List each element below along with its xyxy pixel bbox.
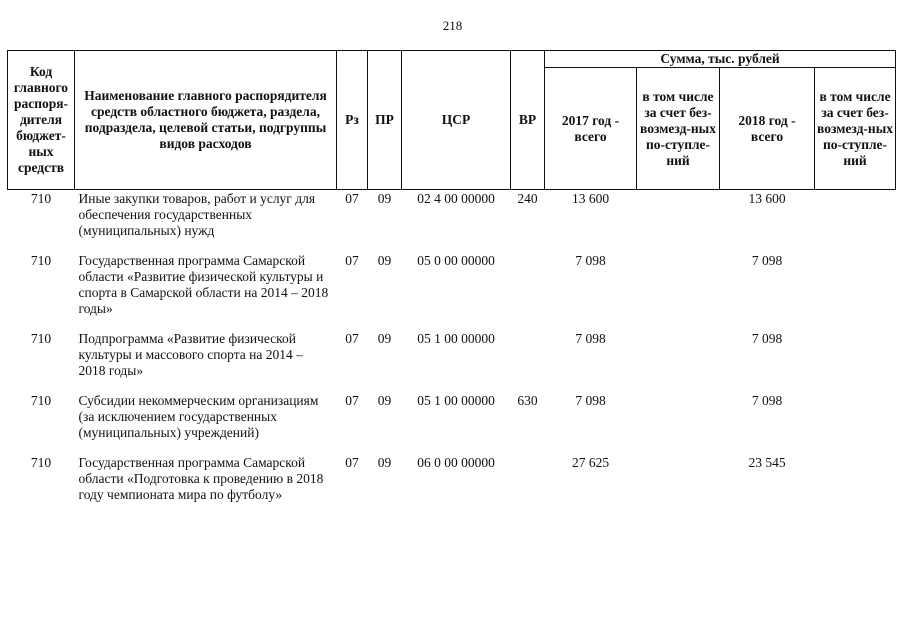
row-rz: 07 (345, 455, 359, 470)
row-2018-free (815, 253, 896, 331)
row-2017-free (637, 190, 720, 254)
row-code: 710 (30, 253, 52, 268)
header-csr: ЦСР (402, 51, 511, 190)
row-vr: 240 (517, 191, 538, 206)
budget-table (7, 50, 896, 517)
row-2018-total: 7 098 (751, 393, 783, 408)
row-pr: 09 (377, 455, 392, 470)
header-2017-total: 2017 год - всего (545, 68, 637, 190)
row-code: 710 (30, 393, 52, 408)
row-name: Подпрограмма «Развитие физической культуры и массового спорта на 2014 – 2018 годы» (78, 331, 303, 378)
row-2017-free (637, 455, 720, 517)
row-rz: 07 (345, 331, 359, 346)
row-2018-total: 7 098 (751, 253, 783, 268)
table-row (8, 393, 896, 455)
row-csr: 02 4 00 00000 (417, 191, 495, 206)
row-code: 710 (30, 331, 52, 346)
table-body (8, 190, 896, 518)
row-2017-free (637, 393, 720, 455)
row-csr: 05 0 00 00000 (417, 253, 495, 268)
table-row (8, 190, 896, 254)
row-name: Иные закупки товаров, работ и услуг для обеспечения государственных (муниципальных) нужд (78, 191, 316, 238)
table-row (8, 253, 896, 331)
row-name: Государственная программа Самарской области «Подготовка к проведению в 2018 году чемпионата мира по футболу» (78, 455, 324, 502)
header-pr: ПР (368, 51, 402, 190)
row-2018-total: 7 098 (751, 331, 783, 346)
table-row (8, 331, 896, 393)
row-2017-free (637, 253, 720, 331)
row-2017-total: 13 600 (571, 191, 610, 206)
header-2018-free: в том числе за счет без-возмезд-ных по-ступле-ний (815, 68, 896, 190)
row-name: Государственная программа Самарской области «Развитие физической культуры и спорта в Самарской области на 2014 – 2018 годы» (78, 253, 329, 316)
row-pr: 09 (377, 331, 392, 346)
row-pr: 09 (377, 253, 392, 268)
row-rz: 07 (345, 393, 359, 408)
row-vr (511, 331, 545, 393)
header-2017-free: в том числе за счет без-возмезд-ных по-ступле-ний (637, 68, 720, 190)
row-2017-free (637, 331, 720, 393)
row-2017-total: 7 098 (575, 393, 606, 408)
row-code: 710 (30, 191, 52, 206)
row-vr (511, 253, 545, 331)
row-2018-total: 23 545 (748, 455, 786, 470)
page-number: 218 (442, 18, 463, 33)
row-2017-total: 7 098 (575, 253, 606, 268)
header-name: Наименование главного распорядителя средств областного бюджета, раздела, подраздела, целевой статьи, подгруппы видов расходов (75, 51, 337, 190)
row-csr: 05 1 00 00000 (417, 331, 495, 346)
row-2018-free (815, 190, 896, 254)
row-code: 710 (30, 455, 52, 470)
row-2018-free (815, 393, 896, 455)
row-rz: 07 (345, 253, 359, 268)
row-name: Субсидии некоммерческим организациям (за исключением государственных (муниципальных) учреждений) (78, 393, 319, 440)
header-2018-total: 2018 год - всего (720, 68, 815, 190)
row-pr: 09 (377, 393, 392, 408)
row-vr: 630 (517, 393, 538, 408)
header-vr: ВР (511, 51, 545, 190)
header-rz: Рз (337, 51, 368, 190)
row-vr (511, 455, 545, 517)
row-2018-free (815, 455, 896, 517)
header-sum: Сумма, тыс. рублей (545, 51, 896, 68)
row-rz: 07 (345, 191, 359, 206)
row-2017-total: 27 625 (571, 455, 610, 470)
row-csr: 06 0 00 00000 (417, 455, 495, 470)
table-row (8, 455, 896, 517)
row-2017-total: 7 098 (575, 331, 606, 346)
header-code: Код главного распоря-дителя бюджет-ных средств (8, 51, 75, 190)
table-header (8, 51, 896, 190)
row-pr: 09 (377, 191, 392, 206)
row-2018-free (815, 331, 896, 393)
row-csr: 05 1 00 00000 (417, 393, 495, 408)
row-2018-total: 13 600 (748, 191, 786, 206)
